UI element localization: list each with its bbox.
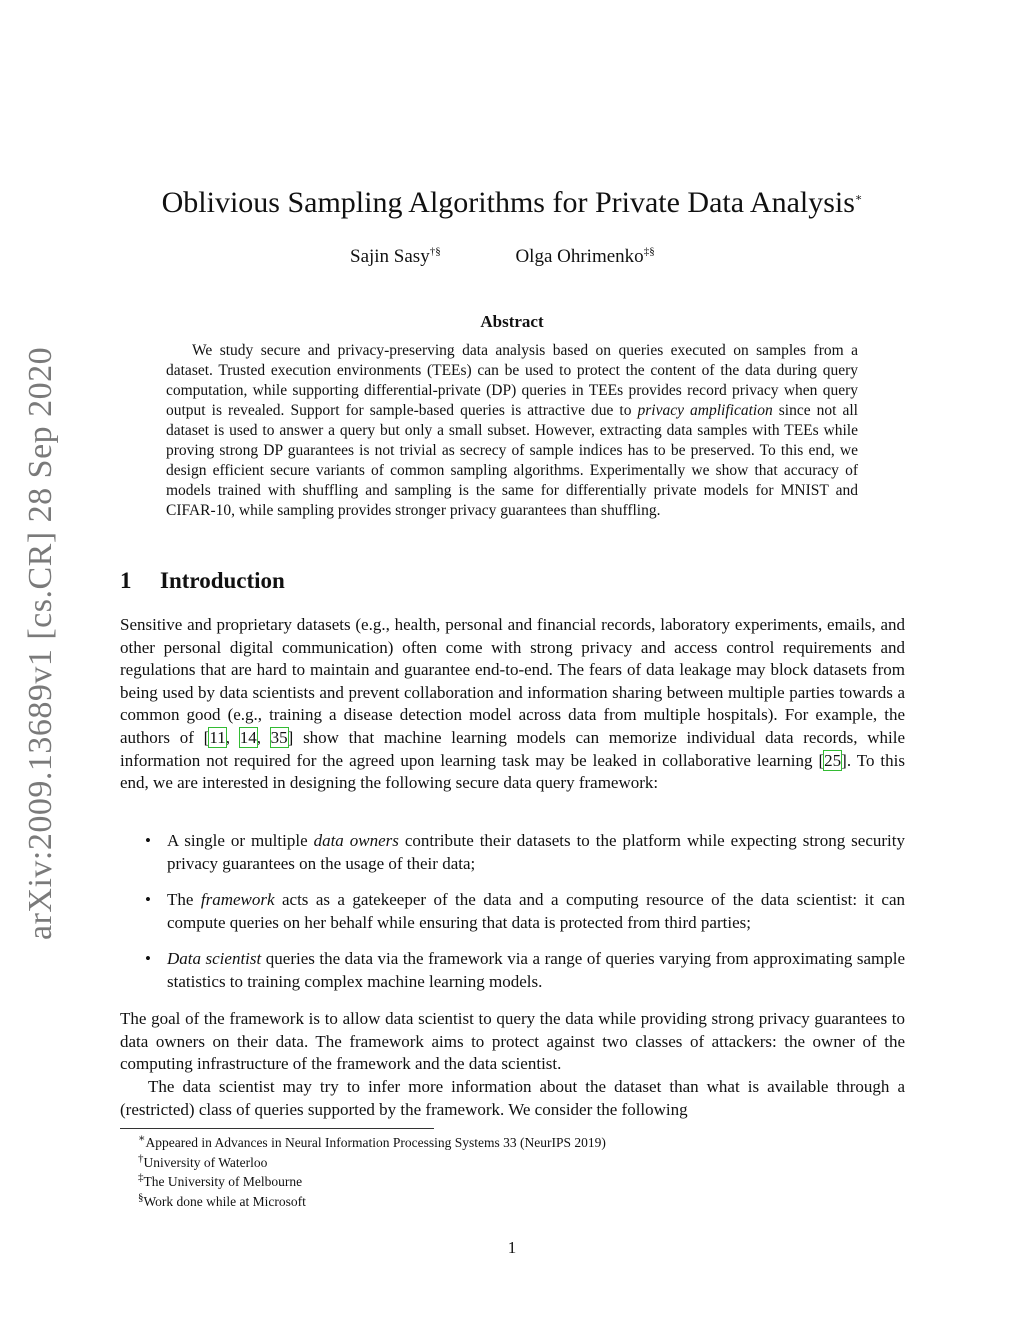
- footnote-text: The University of Melbourne: [143, 1174, 303, 1189]
- title-footnote-mark[interactable]: ∗: [854, 192, 863, 204]
- bullet-text: acts as a gatekeeper of the data and a computing resource of the data scientist: it can compute queries on her behalf while ensuring that data is protected from third parties;: [167, 890, 906, 932]
- bullet-emphasis: Data scientist: [167, 949, 262, 969]
- bullet-text: A single or multiple: [167, 831, 314, 850]
- bullet-item: [145, 889, 905, 934]
- footnote-mark: §: [138, 1191, 144, 1203]
- citation-separator: ,: [256, 727, 271, 747]
- intro-paragraph-1: [120, 614, 905, 795]
- abstract-text: since not all dataset is used to answer a query but only a small subset. However, extracting data samples with TEEs while proving strong DP guarantees is not trivial as secrecy of sample indices has to be preserved. To this end, we design efficient secure variants of common sampling algorithms. Experimentally we show that accuracy of models trained with shuffling and sampling is the same for differentially private models for MNIST and CIFAR-10, while sampling provides stronger privacy guarantees than shuffling.: [166, 402, 858, 519]
- bullet-dot-icon: •: [145, 949, 151, 969]
- footnote-text: Appeared in Advances in Neural Information Processing Systems 33 (NeurIPS 2019): [145, 1135, 606, 1150]
- abstract-emphasis: privacy amplification: [637, 402, 773, 419]
- bullet-emphasis: framework: [200, 890, 275, 910]
- arxiv-stamp[interactable]: arXiv:2009.13689v1 [cs.CR] 28 Sep 2020: [22, 346, 59, 940]
- citation-link[interactable]: 35: [270, 727, 288, 747]
- footnote-item: [138, 1133, 606, 1153]
- author-footnote-mark[interactable]: ‡§: [643, 245, 655, 258]
- citation-link[interactable]: 11: [209, 727, 226, 747]
- bullet-text: contribute their datasets to the platform while expecting strong security privacy guarantees on the usage of their data;: [167, 831, 905, 873]
- section-title: Introduction: [160, 568, 285, 593]
- bullet-item: [145, 948, 905, 993]
- page-number: 1: [507, 1238, 517, 1257]
- bullet-item: [145, 830, 905, 875]
- paragraph-text: ] show that machine learning models can memorize individual data records, while information not required for the agreed upon learning task may be leaked in collaborative learning [: [120, 727, 905, 770]
- bullet-text: queries the data via the framework via a range of queries varying from approximating sample statistics to training complex machine learning models.: [167, 949, 906, 991]
- section-number: 1: [120, 568, 132, 593]
- author-1: [350, 246, 441, 268]
- framework-bullet-list: [145, 830, 905, 1008]
- footnote-text: University of Waterloo: [143, 1154, 268, 1170]
- bullet-dot-icon: •: [145, 831, 151, 850]
- citation-link[interactable]: 25: [824, 750, 842, 770]
- paragraph-text: Sensitive and proprietary datasets (e.g., health, personal and financial records, laboratory experiments, emails, and other personal digital communication) often come with strong privacy and access control requirements and regulations that are hard to maintain and guarantee end-to-end. The fears of data leakage may block datasets from being used by data scientists and prevent collaboration and information sharing between multiple parties towards a common good (e.g., training a disease detection model across data from multiple hospitals). For example, the authors of [: [120, 615, 905, 747]
- citation-link[interactable]: 14: [239, 727, 257, 747]
- abstract-body: [166, 341, 858, 521]
- section-heading: [120, 568, 285, 594]
- footnote-text: Work done while at Microsoft: [143, 1193, 306, 1209]
- footnotes: [138, 1133, 606, 1211]
- bullet-emphasis: data owners: [313, 831, 399, 850]
- citation-separator: ,: [225, 727, 240, 747]
- author-footnote-mark[interactable]: †§: [429, 245, 441, 258]
- footnote-mark: ∗: [138, 1132, 146, 1145]
- bullet-dot-icon: •: [145, 890, 151, 910]
- author-list: [350, 246, 725, 268]
- intro-paragraph-2: The goal of the framework is to allow data scientist to query the data while providing strong privacy guarantees to data owners on their data. The framework aims to protect against two classes of attackers: the owner of the computing infrastructure of the framework and the data scientist.: [120, 1009, 905, 1074]
- footnote-divider: [120, 1128, 434, 1129]
- intro-paragraph-3: The data scientist may try to infer more information about the dataset than what is available through a (restricted) class of queries supported by the framework. We consider the following: [120, 1077, 905, 1119]
- footnote-item: [138, 1172, 606, 1192]
- author-name: Sajin Sasy: [350, 246, 430, 267]
- footnote-item: [138, 1192, 606, 1212]
- abstract-heading: Abstract: [480, 312, 544, 331]
- abstract-text: We study secure and privacy-preserving data analysis based on queries executed on samples from a dataset. Trusted execution environments (TEEs) can be used to protect the content of the data during query computation, while supporting differential-private (DP) queries in TEEs provides record privacy when query output is revealed. Support for sample-based queries is attractive due to: [166, 342, 858, 419]
- paper-title: [0, 186, 1024, 220]
- paper-title-text: Oblivious Sampling Algorithms for Private Data Analysis: [161, 186, 855, 219]
- paragraph-text: ]. To this end, we are interested in designing the following secure data query framework:: [120, 750, 905, 793]
- author-2: [515, 246, 654, 268]
- footnote-item: [138, 1153, 606, 1173]
- footnote-mark: †: [138, 1152, 144, 1164]
- bullet-text: The: [167, 890, 201, 910]
- footnote-mark: ‡: [138, 1171, 144, 1184]
- author-name: Olga Ohrimenko: [515, 246, 644, 267]
